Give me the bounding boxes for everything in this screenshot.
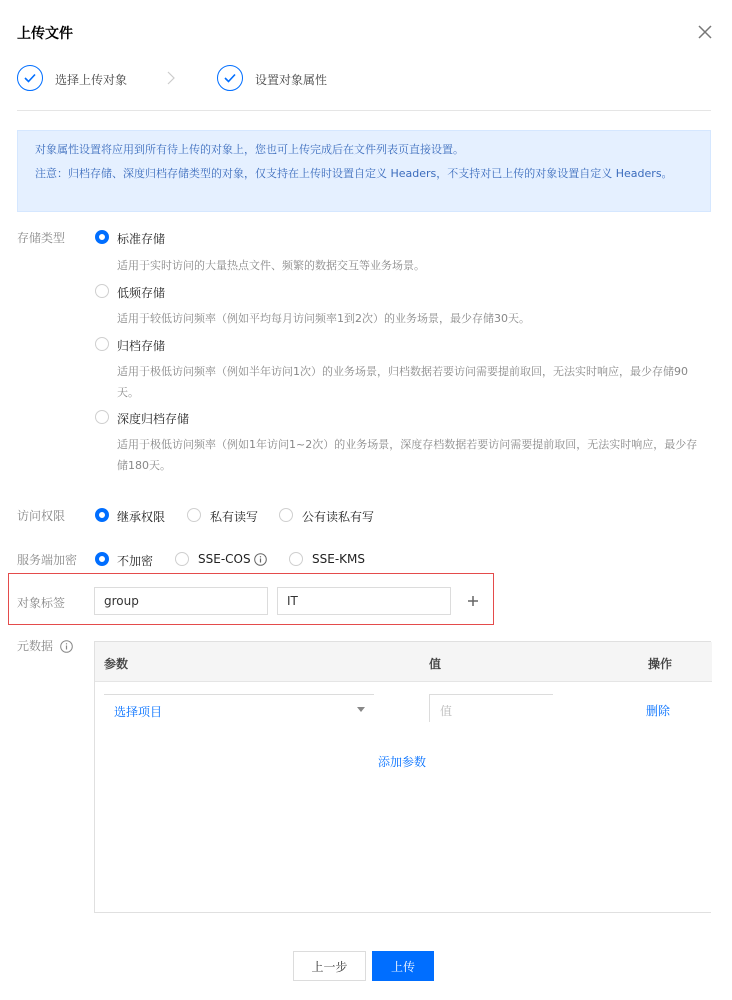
encryption-label: 服务端加密 <box>17 553 78 567</box>
metadata-table-header <box>95 642 712 682</box>
tag-value-input[interactable]: IT <box>277 587 451 615</box>
encryption-sse-cos-option[interactable] <box>198 552 267 566</box>
delete-param-link[interactable]: 删除 <box>646 704 671 718</box>
add-tag-plus-icon[interactable] <box>466 594 480 608</box>
encryption-sse-kms-label[interactable]: SSE-KMS <box>312 552 365 566</box>
column-header-action: 操作 <box>648 657 673 671</box>
access-inherit-radio[interactable] <box>95 508 109 522</box>
close-icon[interactable] <box>696 23 714 41</box>
caret-down-icon <box>357 707 365 712</box>
header-divider <box>17 110 711 111</box>
encryption-none-radio[interactable] <box>95 552 109 566</box>
storage-archive-desc: 适用于极低访问频率（例如半年访问1次）的业务场景，归档数据若要访问需要提前取回，无法实时响应，最少存储90天。 <box>117 365 688 399</box>
column-header-value: 值 <box>429 657 442 671</box>
step-indicator <box>17 65 717 93</box>
storage-standard-label[interactable]: 标准存储 <box>117 232 166 246</box>
dialog-title: 上传文件 <box>17 26 73 42</box>
access-public-read-radio[interactable] <box>279 508 293 522</box>
storage-type-label: 存储类型 <box>17 231 66 245</box>
step-1-label: 选择上传对象 <box>55 73 128 87</box>
info-icon[interactable] <box>60 640 73 653</box>
encryption-none-label[interactable]: 不加密 <box>117 554 154 568</box>
access-permission-label: 访问权限 <box>17 509 66 523</box>
prev-step-button[interactable]: 上一步 <box>293 951 366 981</box>
access-inherit-label[interactable]: 继承权限 <box>117 510 166 524</box>
storage-deep-archive-radio[interactable] <box>95 410 109 424</box>
chevron-right-icon <box>164 71 178 85</box>
param-select-text: 选择项目 <box>114 705 163 719</box>
param-select[interactable] <box>104 694 374 722</box>
storage-archive-radio[interactable] <box>95 337 109 351</box>
encryption-sse-cos-label: SSE-COS <box>198 552 251 566</box>
info-icon[interactable] <box>254 553 267 566</box>
access-private-radio[interactable] <box>187 508 201 522</box>
step-1-check-icon <box>17 65 43 91</box>
metadata-table <box>94 641 711 913</box>
access-public-read-label[interactable]: 公有读私有写 <box>302 510 375 524</box>
step-2-label: 设置对象属性 <box>255 73 328 87</box>
tag-key-input[interactable]: group <box>94 587 268 615</box>
encryption-sse-kms-radio[interactable] <box>289 552 303 566</box>
storage-infrequent-label[interactable]: 低频存储 <box>117 286 166 300</box>
notice-line-2: 注意：归档存储、深度归档存储类型的对象，仅支持在上传时设置自定义 Headers，不支持对已上传的对象设置自定义 Headers。 <box>35 167 673 180</box>
encryption-sse-cos-radio[interactable] <box>175 552 189 566</box>
upload-button[interactable]: 上传 <box>372 951 434 981</box>
object-tags-label: 对象标签 <box>17 596 66 610</box>
notice-line-1: 对象属性设置将应用到所有待上传的对象上，您也可上传完成后在文件列表页直接设置。 <box>35 143 464 156</box>
storage-deep-archive-desc: 适用于极低访问频率（例如1年访问1~2次）的业务场景，深度存档数据若要访问需要提前取回，无法实时响应，最少存储180天。 <box>117 438 698 472</box>
storage-deep-archive-label[interactable]: 深度归档存储 <box>117 412 190 426</box>
metadata-label: 元数据 <box>17 639 54 653</box>
column-header-param: 参数 <box>104 657 129 671</box>
param-value-input[interactable]: 值 <box>429 694 553 722</box>
access-private-label[interactable]: 私有读写 <box>210 510 259 524</box>
storage-infrequent-radio[interactable] <box>95 284 109 298</box>
info-notice <box>17 130 711 212</box>
metadata-label-group <box>17 637 73 654</box>
add-param-link[interactable]: 添加参数 <box>378 755 427 769</box>
storage-archive-label[interactable]: 归档存储 <box>117 339 166 353</box>
storage-standard-desc: 适用于实时访问的大量热点文件、频繁的数据交互等业务场景。 <box>117 259 425 272</box>
storage-standard-radio[interactable] <box>95 230 109 244</box>
storage-infrequent-desc: 适用于较低访问频率（例如平均每月访问频率1到2次）的业务场景，最少存储30天。 <box>117 312 530 325</box>
step-2-check-icon <box>217 65 243 91</box>
